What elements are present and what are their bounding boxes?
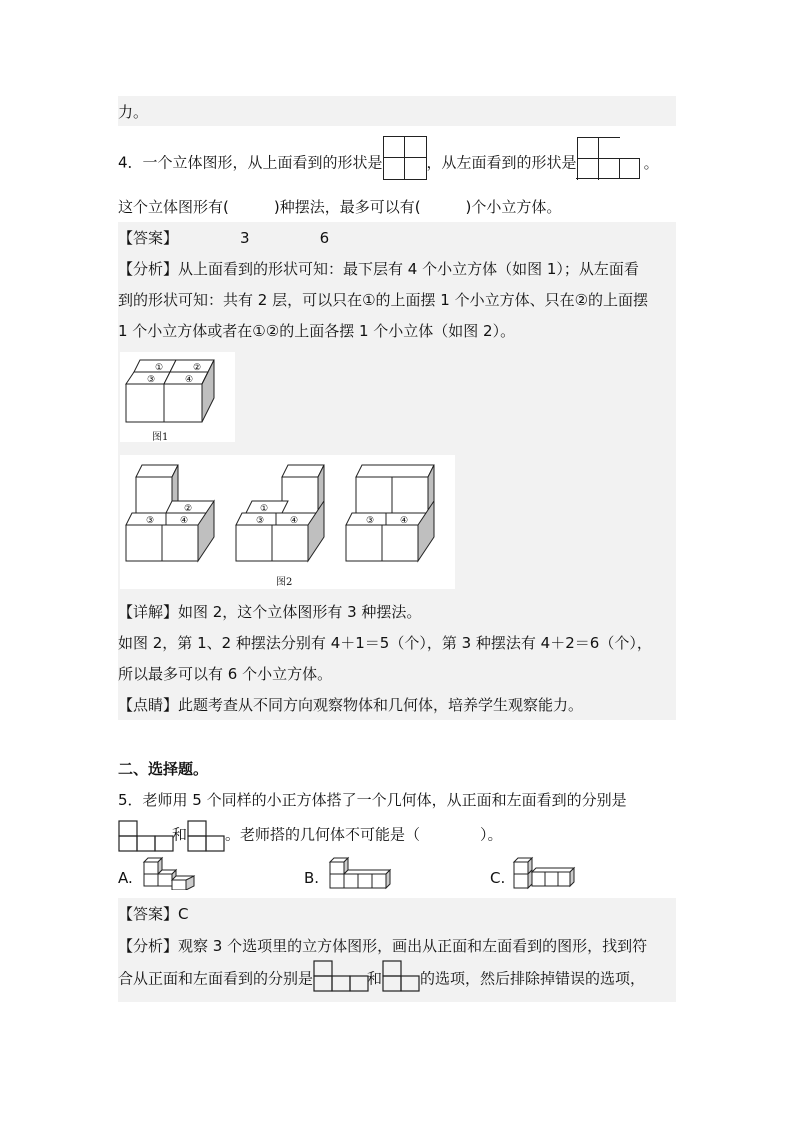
front-view-svg bbox=[118, 820, 174, 852]
analysis-left-view-shape bbox=[382, 960, 420, 990]
q4-analysis-3: 1 个小立方体或者在①②的上面各摆 1 个小立体（如图 2）。 bbox=[118, 322, 516, 340]
front-view-shape bbox=[118, 820, 172, 850]
q4-answer bbox=[118, 228, 676, 248]
option-c[interactable] bbox=[490, 868, 505, 888]
q4-middle: ，从左面看到的形状是 bbox=[426, 153, 577, 172]
left-view-2-level-shape bbox=[577, 137, 620, 180]
option-b[interactable] bbox=[304, 868, 319, 888]
q4-analysis-2: 到的形状可知：共有 2 层，可以只在①的上面摆 1 个小立方体、只在②的上面摆 bbox=[118, 291, 649, 309]
q4-line2: 这个立体图形有( )种摆法，最多可以有( )个小立方体。 bbox=[118, 198, 562, 216]
q5-line2 bbox=[118, 820, 676, 852]
q4-suffix: 。 bbox=[643, 153, 659, 172]
section-2-title: 二、选择题。 bbox=[118, 760, 209, 778]
fig2c-circled-3: ③ bbox=[366, 516, 375, 526]
answer-label: 【答案】 bbox=[118, 229, 179, 247]
figure-1 bbox=[120, 352, 235, 442]
fig1-circled-3: ③ bbox=[147, 375, 156, 385]
q4-line1 bbox=[118, 146, 676, 176]
option-a[interactable] bbox=[118, 868, 133, 888]
answer-value-1: 3 bbox=[240, 229, 250, 247]
option-c-label: C. bbox=[490, 869, 506, 887]
q4-detail-2: 如图 2，第 1、2 种摆法分别有 4＋1＝5（个），第 3 种摆法有 4＋2＝6（个）， bbox=[118, 634, 652, 652]
analysis-front-view-svg bbox=[313, 960, 369, 992]
q5-analysis-2-suffix: 的选项，然后排除掉错误的选项， bbox=[420, 969, 646, 988]
analysis-left-view-svg bbox=[382, 960, 422, 992]
q5-line2-suffix: 。老师搭的几何体不可能是（ ）。 bbox=[225, 825, 503, 844]
fig1-circled-4: ④ bbox=[185, 375, 194, 385]
q5-analysis-2-prefix: 合从正面和左面看到的分别是 bbox=[118, 969, 314, 988]
top-view-2x2-grid bbox=[383, 136, 427, 180]
q4-comment: 【点睛】此题考查从不同方向观察物体和几何体，培养学生观察能力。 bbox=[118, 696, 584, 714]
figure-2 bbox=[120, 455, 455, 589]
analysis-front-view-shape bbox=[313, 960, 367, 990]
fig2a-circled-3: ③ bbox=[146, 516, 155, 526]
figure-1-cubes bbox=[120, 352, 235, 442]
fig2b-circled-3: ③ bbox=[256, 516, 265, 526]
top-fragment: 力。 bbox=[118, 103, 149, 121]
q5-line1: 5．老师用 5 个同样的小正方体搭了一个几何体，从正面和左面看到的分别是 bbox=[118, 791, 627, 809]
q5-options bbox=[118, 858, 676, 892]
fig2c-circled-4: ④ bbox=[400, 516, 409, 526]
option-c-figure bbox=[512, 856, 582, 890]
fig2a-circled-2: ② bbox=[184, 504, 193, 514]
left-view-shape bbox=[187, 820, 225, 850]
option-b-label: B. bbox=[304, 869, 320, 887]
q4-analysis-1: 【分析】从上面看到的形状可知：最下层有 4 个小立方体（如图 1）；从左面看 bbox=[118, 260, 639, 278]
fig1-circled-2: ② bbox=[193, 363, 202, 373]
q5-answer: 【答案】C bbox=[118, 905, 189, 923]
fig2a-circled-4: ④ bbox=[180, 516, 189, 526]
q5-analysis-1: 【分析】观察 3 个选项里的立方体图形，画出从正面和左面看到的图形，找到符 bbox=[118, 937, 648, 955]
q4-prefix: 4．一个立体图形，从上面看到的形状是 bbox=[118, 153, 383, 172]
figure-1-caption: 图1 bbox=[152, 432, 169, 443]
answer-value-2: 6 bbox=[319, 229, 330, 247]
q4-detail-3: 所以最多可以有 6 个小立方体。 bbox=[118, 665, 333, 683]
option-b-figure bbox=[328, 856, 398, 890]
left-view-svg bbox=[187, 820, 227, 852]
fig2b-circled-1: ① bbox=[260, 504, 269, 514]
fig2b-circled-4: ④ bbox=[290, 516, 299, 526]
fig1-circled-1: ① bbox=[155, 363, 164, 373]
option-a-label: A. bbox=[118, 869, 133, 887]
option-a-figure bbox=[142, 856, 198, 890]
q5-analysis-2-and: 和 bbox=[367, 969, 383, 988]
q4-detail-1: 【详解】如图 2，这个立体图形有 3 种摆法。 bbox=[118, 603, 422, 621]
figure-2-cubes bbox=[120, 455, 455, 589]
figure-2-caption: 图2 bbox=[276, 577, 293, 588]
q5-analysis-2 bbox=[118, 968, 676, 998]
q5-and: 和 bbox=[172, 825, 188, 844]
